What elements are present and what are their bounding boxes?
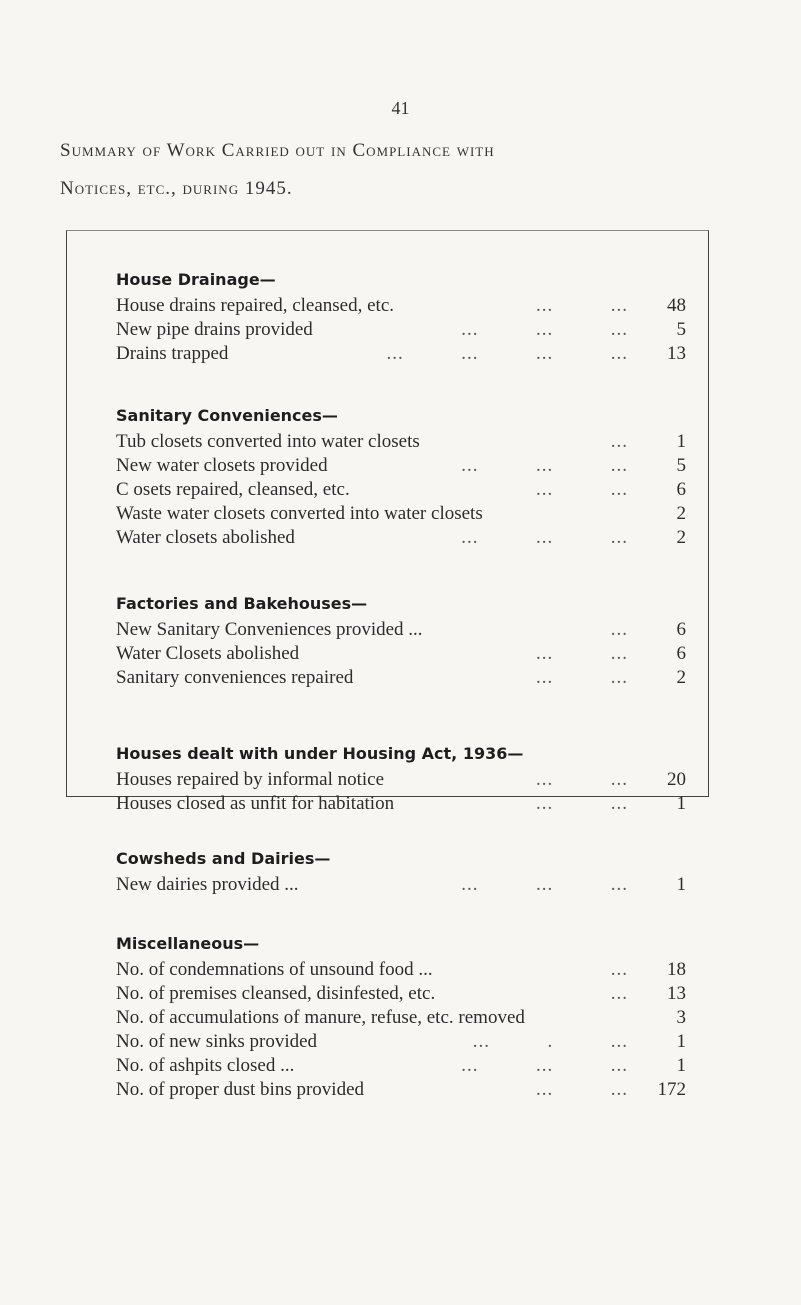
dot-leaders: ... ... ...: [461, 874, 628, 895]
row-label: Drains trapped: [116, 343, 229, 364]
row-value: 1: [676, 1031, 686, 1052]
dot-leaders: ...: [610, 959, 628, 980]
section-4: [116, 845, 686, 897]
row-label: Houses repaired by informal notice: [116, 769, 385, 790]
table-row: [116, 502, 686, 526]
dot-leaders: ... . ...: [472, 1031, 628, 1052]
page-number: 41: [391, 98, 410, 118]
row-value: 1: [676, 431, 686, 452]
table-row: [116, 1006, 686, 1030]
row-label: C osets repaired, cleansed, etc.: [116, 479, 350, 500]
table-row: [116, 294, 686, 318]
table-row: [116, 1030, 686, 1054]
row-value: 172: [657, 1079, 686, 1100]
row-label: No. of proper dust bins provided: [116, 1079, 365, 1100]
document-heading-line-2: Notices, etc., during 1945.: [60, 178, 293, 199]
dot-leaders: ... ...: [536, 479, 628, 500]
table-row: [116, 342, 686, 366]
table-row: [116, 768, 686, 792]
row-value: 2: [676, 527, 686, 548]
row-label: No. of premises cleansed, disinfested, etc.: [116, 983, 436, 1004]
table-row: [116, 430, 686, 454]
document-heading-line-1: Summary of Work Carried out in Compliance with: [60, 140, 495, 161]
dot-leaders: ... ... ...: [461, 527, 628, 548]
row-label: Tub closets converted into water closets: [116, 431, 420, 452]
row-label: No. of condemnations of unsound food ...: [116, 959, 433, 980]
table-row: [116, 1054, 686, 1078]
dot-leaders: ... ... ... ...: [386, 343, 628, 364]
table-row: [116, 958, 686, 982]
dot-leaders: ...: [610, 431, 628, 452]
row-label: Sanitary conveniences repaired: [116, 667, 354, 688]
dot-leaders: ... ...: [536, 1079, 628, 1100]
row-label: Water Closets abolished: [116, 643, 300, 664]
row-label: No. of new sinks provided: [116, 1031, 318, 1052]
row-label: New Sanitary Conveniences provided ...: [116, 619, 423, 640]
table-row: [116, 618, 686, 642]
row-label: House drains repaired, cleansed, etc.: [116, 295, 395, 316]
row-value: 5: [676, 319, 686, 340]
table-row: [116, 642, 686, 666]
section-title: Cowsheds and Dairies—: [116, 849, 331, 868]
row-label: New water closets provided: [116, 455, 328, 476]
dot-leaders: ... ...: [536, 793, 628, 814]
dot-leaders: ... ... ...: [461, 1055, 628, 1076]
row-value: 1: [676, 793, 686, 814]
dot-leaders: ... ... ...: [461, 455, 628, 476]
table-row: [116, 792, 686, 816]
section-2: [116, 590, 686, 690]
row-value: 13: [667, 343, 686, 364]
dot-leaders: ...: [610, 619, 628, 640]
row-value: 6: [676, 619, 686, 640]
row-label: No. of accumulations of manure, refuse, etc. removed: [116, 1007, 525, 1028]
table-row: [116, 666, 686, 690]
row-value: 18: [667, 959, 686, 980]
dot-leaders: ... ... ...: [461, 319, 628, 340]
row-value: 3: [676, 1007, 686, 1028]
row-value: 6: [676, 479, 686, 500]
row-value: 6: [676, 643, 686, 664]
section-title: Factories and Bakehouses—: [116, 594, 368, 613]
row-value: 1: [676, 1055, 686, 1076]
row-value: 1: [676, 874, 686, 895]
section-title: Houses dealt with under Housing Act, 1936—: [116, 744, 524, 763]
dot-leaders: ...: [610, 983, 628, 1004]
row-label: New dairies provided ...: [116, 874, 299, 895]
row-value: 20: [667, 769, 686, 790]
row-value: 2: [676, 503, 686, 524]
section-title: House Drainage—: [116, 270, 276, 289]
row-label: Water closets abolished: [116, 527, 295, 548]
table-row: [116, 478, 686, 502]
section-title: Sanitary Conveniences—: [116, 406, 338, 425]
row-value: 2: [676, 667, 686, 688]
table-row: [116, 318, 686, 342]
row-value: 5: [676, 455, 686, 476]
section-3: [116, 740, 686, 816]
dot-leaders: ... ...: [536, 769, 628, 790]
row-label: No. of ashpits closed ...: [116, 1055, 295, 1076]
row-label: Waste water closets converted into water closets: [116, 503, 483, 524]
section-0: [116, 266, 686, 366]
table-row: [116, 982, 686, 1006]
table-row: [116, 873, 686, 897]
dot-leaders: ... ...: [536, 667, 628, 688]
table-row: [116, 454, 686, 478]
row-label: New pipe drains provided: [116, 319, 313, 340]
section-5: [116, 930, 686, 1102]
dot-leaders: ... ...: [536, 643, 628, 664]
row-label: Houses closed as unfit for habitation: [116, 793, 395, 814]
dot-leaders: ... ...: [536, 295, 628, 316]
section-1: [116, 402, 686, 550]
table-row: [116, 1078, 686, 1102]
section-title: Miscellaneous—: [116, 934, 260, 953]
table-row: [116, 526, 686, 550]
row-value: 48: [667, 295, 686, 316]
row-value: 13: [667, 983, 686, 1004]
